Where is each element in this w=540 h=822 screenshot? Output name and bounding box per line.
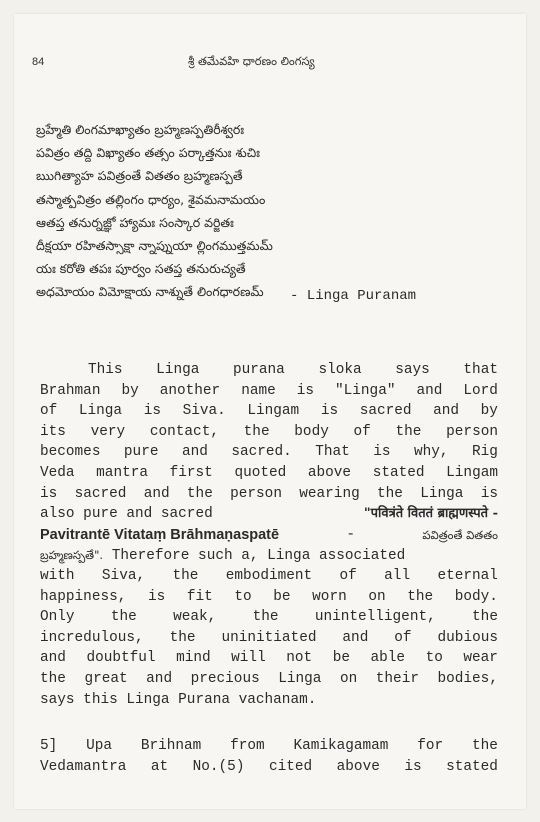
text-line — [40, 360, 498, 381]
word: weak, — [173, 609, 217, 626]
word: the — [40, 670, 66, 687]
word: uninitiated — [221, 629, 317, 646]
word: for — [417, 738, 444, 754]
word: and — [146, 670, 173, 687]
word: sloka — [318, 362, 362, 378]
word: incredulous, — [40, 629, 144, 646]
dash: - — [346, 526, 356, 543]
word: is — [143, 403, 161, 420]
word: the — [472, 738, 498, 754]
verse-line: పవిత్రం తద్ది విఖ్యాతం తత్సం పర్కాత్తనుః శుచిః — [36, 145, 260, 161]
word: is — [404, 758, 422, 775]
word: This — [88, 362, 123, 378]
text-line — [40, 504, 498, 525]
word: Linga — [420, 485, 464, 502]
verse-line: ఆతప్త తనుర్నజ్ఞో హ్యామః సంస్కార వర్జితః — [36, 214, 234, 230]
word: the — [252, 609, 279, 626]
text-line — [40, 381, 498, 402]
text-line — [40, 587, 498, 608]
text-line — [40, 648, 498, 669]
word: of — [40, 403, 58, 420]
word: of — [339, 567, 357, 584]
text-line — [40, 669, 498, 690]
word: the — [377, 485, 403, 502]
word: body. — [454, 588, 498, 605]
word: says — [395, 362, 430, 378]
word: Vedamantra — [40, 758, 127, 775]
word: is — [147, 588, 166, 605]
word: wearing — [299, 485, 360, 502]
word: is — [320, 403, 339, 420]
word: mantra — [96, 464, 148, 481]
text-line — [40, 628, 498, 649]
word: and — [342, 629, 369, 646]
word: the — [407, 588, 434, 605]
word: Rig — [472, 444, 498, 461]
word: That — [315, 444, 350, 461]
word: happiness, — [40, 588, 127, 605]
verse-line: ఋగిత్యాహ పవిత్రంతే వితతం బ్రహ్మణస్పతే — [36, 168, 243, 184]
telugu-quote: బ్రహ్మణస్పతే". — [40, 548, 104, 563]
running-title: శ్రీ తమేవహి ధారణం లింగస్య — [188, 54, 315, 68]
word: unintelligent, — [314, 609, 436, 626]
word: be — [332, 650, 350, 667]
paragraph — [40, 360, 498, 710]
word: purana — [232, 362, 285, 378]
word: the — [243, 423, 270, 440]
word: stated — [446, 758, 498, 775]
word: at — [150, 758, 169, 775]
word: will — [231, 650, 266, 667]
word: name — [241, 382, 276, 399]
word: its — [40, 423, 66, 440]
verse-line: యః కరోతి తపః పూర్వం సతప్త తనురుచ్యతే — [36, 261, 246, 277]
word: all — [384, 567, 411, 584]
word: on — [339, 670, 358, 687]
word: No.(5) — [192, 758, 245, 775]
word: Siva. — [182, 403, 226, 420]
word: Lord — [463, 382, 498, 399]
verse-line: బ్రహ్మేతి లింగమాఖ్యాతం బ్రహ్మణస్పతిరీశ్వరః — [36, 122, 245, 137]
word: to — [234, 588, 252, 605]
word: Upa — [86, 738, 113, 754]
page-number: 84 — [32, 56, 45, 68]
word: fit — [186, 588, 213, 605]
word: contact, — [149, 423, 219, 440]
word: and — [40, 650, 66, 667]
telugu-verse — [36, 118, 506, 304]
verse-line: దీక్షయా రహితస్సాక్షా న్నాప్నుయా ల్లింగముత్తమమ్ — [36, 237, 273, 253]
word: Brihnam — [140, 738, 202, 754]
word: first — [169, 464, 213, 481]
word: by — [480, 403, 498, 420]
word: precious — [190, 670, 260, 687]
word: above — [307, 464, 352, 481]
word: the — [186, 485, 213, 502]
word: the — [172, 567, 199, 584]
word: quoted — [234, 464, 287, 481]
text-line — [40, 545, 498, 566]
word: and — [433, 403, 460, 420]
word: Linga — [78, 403, 123, 420]
word: sacred — [74, 485, 127, 502]
section-5 — [40, 736, 498, 777]
page-header — [0, 52, 540, 72]
word: is — [373, 444, 391, 461]
word: on — [368, 588, 386, 605]
word: Kamikagamam — [293, 738, 389, 754]
word: from — [230, 738, 265, 754]
word: sacred — [359, 403, 412, 420]
word: person — [446, 423, 498, 440]
word: bodies, — [437, 670, 498, 687]
text-segment: Therefore such a, Linga associated — [111, 548, 406, 565]
word: is — [480, 485, 498, 502]
word: the — [169, 629, 196, 646]
text-line — [40, 525, 498, 546]
word: dubious — [437, 629, 498, 646]
word: by — [121, 382, 139, 399]
transliteration: Pavitrantē Vitataṃ Brāhmaṇaspatē — [40, 526, 280, 543]
text-line — [40, 757, 498, 778]
word: body — [294, 423, 329, 440]
verse-line: అధమోయం విమోక్షాయ నాశ్నుతే లింగధారణమ్ — [36, 284, 264, 300]
word: above — [336, 758, 380, 775]
word: and — [143, 485, 170, 502]
text-line — [40, 566, 498, 587]
text-line — [40, 736, 498, 757]
word: worn — [312, 588, 347, 605]
word: 5] — [40, 738, 58, 754]
word: that — [463, 362, 498, 378]
verse-attribution: - Linga Puranam — [290, 288, 417, 304]
word: "Linga" — [335, 382, 396, 399]
word: and — [416, 382, 443, 399]
text-segment: also pure and sacred — [40, 506, 213, 523]
text-line — [40, 484, 498, 505]
word: of — [353, 423, 371, 440]
word: their — [375, 670, 419, 687]
word: not — [286, 650, 313, 667]
telugu-quote: పవిత్రంతే వితతం — [422, 527, 498, 542]
text-line — [40, 401, 498, 422]
word: another — [159, 382, 221, 399]
word: the — [110, 609, 137, 626]
word: be — [273, 588, 291, 605]
word: Lingam — [446, 464, 498, 481]
word: to — [425, 650, 443, 667]
word: great — [84, 670, 128, 687]
word: wear — [463, 650, 498, 667]
text-line — [40, 607, 498, 628]
word: pure — [123, 444, 159, 461]
word: doubtful — [86, 650, 156, 667]
word: Brahman — [40, 382, 101, 399]
word: eternal — [437, 567, 498, 584]
text-line — [40, 463, 498, 484]
word: Veda — [40, 464, 75, 481]
word: Only — [40, 609, 75, 626]
word: is — [296, 382, 315, 399]
word: with — [40, 567, 75, 584]
word: the — [395, 423, 422, 440]
word: very — [90, 423, 126, 440]
word: embodiment — [225, 567, 313, 584]
text-line: says this Linga Purana vachanam. — [40, 691, 317, 708]
word: becomes — [40, 444, 101, 461]
word: sacred. — [231, 444, 292, 461]
word: the — [472, 609, 498, 626]
text-line — [40, 422, 498, 443]
word: mind — [176, 650, 211, 667]
word: cited — [268, 758, 313, 775]
word: Linga — [278, 670, 322, 687]
word: Lingam — [247, 403, 300, 420]
word: Linga — [156, 362, 200, 378]
devanagari-quote: "पवित्रंते विततं ब्राह्मणस्पते - — [363, 506, 498, 522]
word: person — [230, 485, 282, 502]
word: of — [394, 629, 412, 646]
text-line — [40, 442, 498, 463]
word: is — [40, 485, 58, 502]
word: and — [181, 444, 208, 461]
word: Siva, — [101, 567, 146, 584]
word: able — [370, 650, 406, 667]
verse-line: తస్మాత్పవిత్రం తల్లింగం ధార్యం, శైవమనామయం — [36, 191, 266, 207]
word: why, — [414, 444, 449, 461]
word: stated — [372, 464, 425, 481]
